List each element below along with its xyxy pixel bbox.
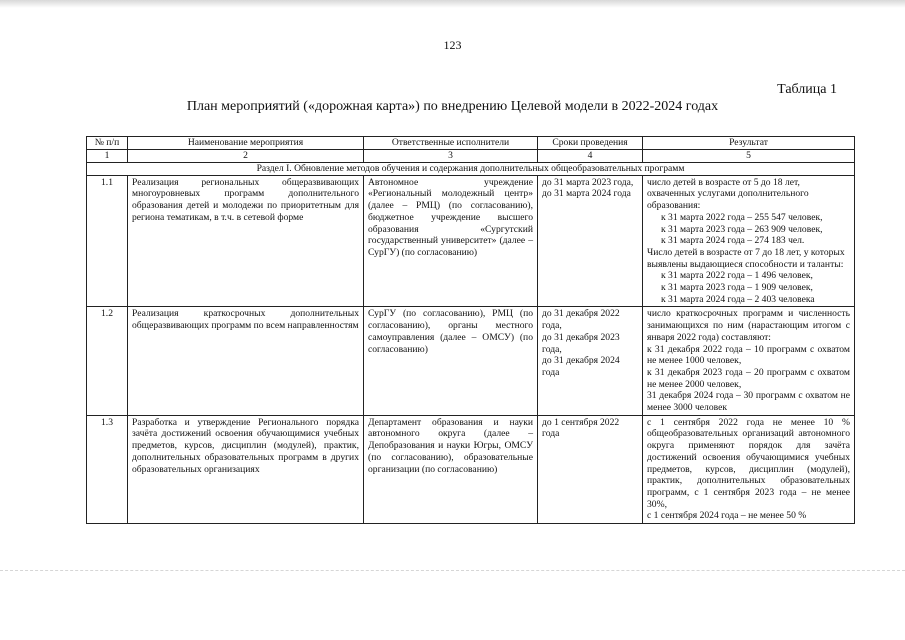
deadline-line: до 31 декабря 2022 года, xyxy=(542,308,620,332)
result-cell xyxy=(643,307,855,415)
row-number: 1.1 xyxy=(87,175,128,307)
section-row xyxy=(87,162,855,175)
document-title: План мероприятий («дорожная карта») по внедрению Целевой модели в 2022-2024 годах xyxy=(186,99,719,114)
header-result: Результат xyxy=(643,137,855,150)
result-line: к 31 марта 2022 года – 255 547 человек, xyxy=(661,211,823,223)
activity-cell: Реализация региональных общеразвивающих многоуровневых программ дополнительного образования детей и молодежи по приоритетным для региона тематикам, в т.ч. в сетевой форме xyxy=(128,175,364,307)
result-line: Число детей в возрасте от 7 до 18 лет, у которых выявлены выдающиеся способности и таланты: xyxy=(647,246,845,270)
header-executors: Ответственные исполнители xyxy=(364,137,538,150)
deadlines-cell xyxy=(538,415,643,523)
result-line: к 31 марта 2024 года – 2 403 человека xyxy=(661,293,815,305)
result-line: к 31 марта 2023 года – 1 909 человек, xyxy=(661,282,813,294)
deadlines-cell xyxy=(538,307,643,415)
result-line: 31 декабря 2024 года – 30 программ с охватом не менее 3000 человек xyxy=(647,390,850,414)
header-activity: Наименование мероприятия xyxy=(128,137,364,150)
column-number: 5 xyxy=(643,149,855,162)
result-line: с 1 сентября 2024 года – не менее 50 % xyxy=(647,510,807,522)
table-label: Таблица 1 xyxy=(777,82,837,97)
table-header-row xyxy=(87,137,855,150)
column-number: 2 xyxy=(128,149,364,162)
row-number: 1.2 xyxy=(87,307,128,415)
header-deadlines: Сроки проведения xyxy=(538,137,643,150)
table-row xyxy=(87,175,855,307)
deadline-line: до 31 марта 2023 года, xyxy=(542,176,634,188)
table-row xyxy=(87,415,855,523)
deadline-line: до 31 декабря 2024 года xyxy=(542,355,620,378)
row-number: 1.3 xyxy=(87,415,128,523)
result-line: к 31 декабря 2022 года – 10 программ с охватом не менее 1000 человек, xyxy=(647,343,850,367)
result-line: с 1 сентября 2022 года не менее 10 % общеобразовательных организаций автономного округа применяют порядок для зачёта достижений освоения обучающимися учебных предметов, курсов, дисциплин (модулей), практик, дополнительных образовательных программ, с 1 сентября 2023 года – не менее 30%, xyxy=(647,416,850,510)
result-line: к 31 марта 2022 года – 1 496 человек, xyxy=(661,270,813,282)
deadline-line: до 31 марта 2024 года xyxy=(542,188,631,200)
scan-edge-bottom xyxy=(0,570,905,585)
deadline-line: до 1 сентября 2022 года xyxy=(542,416,620,440)
column-number-row xyxy=(87,149,855,162)
result-line: число детей в возрасте от 5 до 18 лет, охваченных услугами дополнительного образования: xyxy=(647,176,809,212)
deadline-line: до 31 декабря 2023 года, xyxy=(542,331,620,355)
executors-cell: Департамент образования и науки автономного округа (далее – Депобразования и науки Югры, ОМСУ (по согласованию), образовательные организации (по согласованию) xyxy=(364,415,538,523)
result-line: к 31 декабря 2023 года – 20 программ с охватом не менее 2000 человек, xyxy=(647,366,850,390)
activity-cell: Реализация краткосрочных дополнительных общеразвивающих программ по всем направленностям xyxy=(128,307,364,415)
executors-cell: СурГУ (по согласованию), РМЦ (по согласованию), органы местного самоуправления (далее – ОМСУ) (по согласованию) xyxy=(364,307,538,415)
scan-edge-top xyxy=(0,0,905,8)
column-number: 1 xyxy=(87,149,128,162)
executors-cell: Автономное учреждение «Региональный молодежный центр» (далее – РМЦ) (по согласованию), бюджетное учреждение высшего образования «Сургутский государственный университет» (далее – СурГУ) (по согласованию) xyxy=(364,175,538,307)
column-number: 3 xyxy=(364,149,538,162)
activity-cell: Разработка и утверждение Регионального порядка зачёта достижений освоения обучающимися учебных предметов, курсов, дисциплин (модулей), практик, дополнительных образовательных программ в других образовательных организациях xyxy=(128,415,364,523)
result-line: к 31 марта 2023 года – 263 909 человек, xyxy=(661,223,823,235)
result-line: к 31 марта 2024 года – 274 183 чел. xyxy=(661,235,805,247)
header-number: № п/п xyxy=(87,137,128,150)
page-number: 123 xyxy=(443,38,462,52)
table-row xyxy=(87,307,855,415)
roadmap-table xyxy=(86,136,855,524)
result-cell xyxy=(643,175,855,307)
result-line: число краткосрочных программ и численность занимающихся по ним (нарастающим итогом с января 2022 года) составляют: xyxy=(647,308,850,343)
section-title: Раздел I. Обновление методов обучения и содержания дополнительных общеобразовательных программ xyxy=(87,162,855,175)
deadlines-cell xyxy=(538,175,643,307)
result-cell xyxy=(643,415,855,523)
column-number: 4 xyxy=(538,149,643,162)
